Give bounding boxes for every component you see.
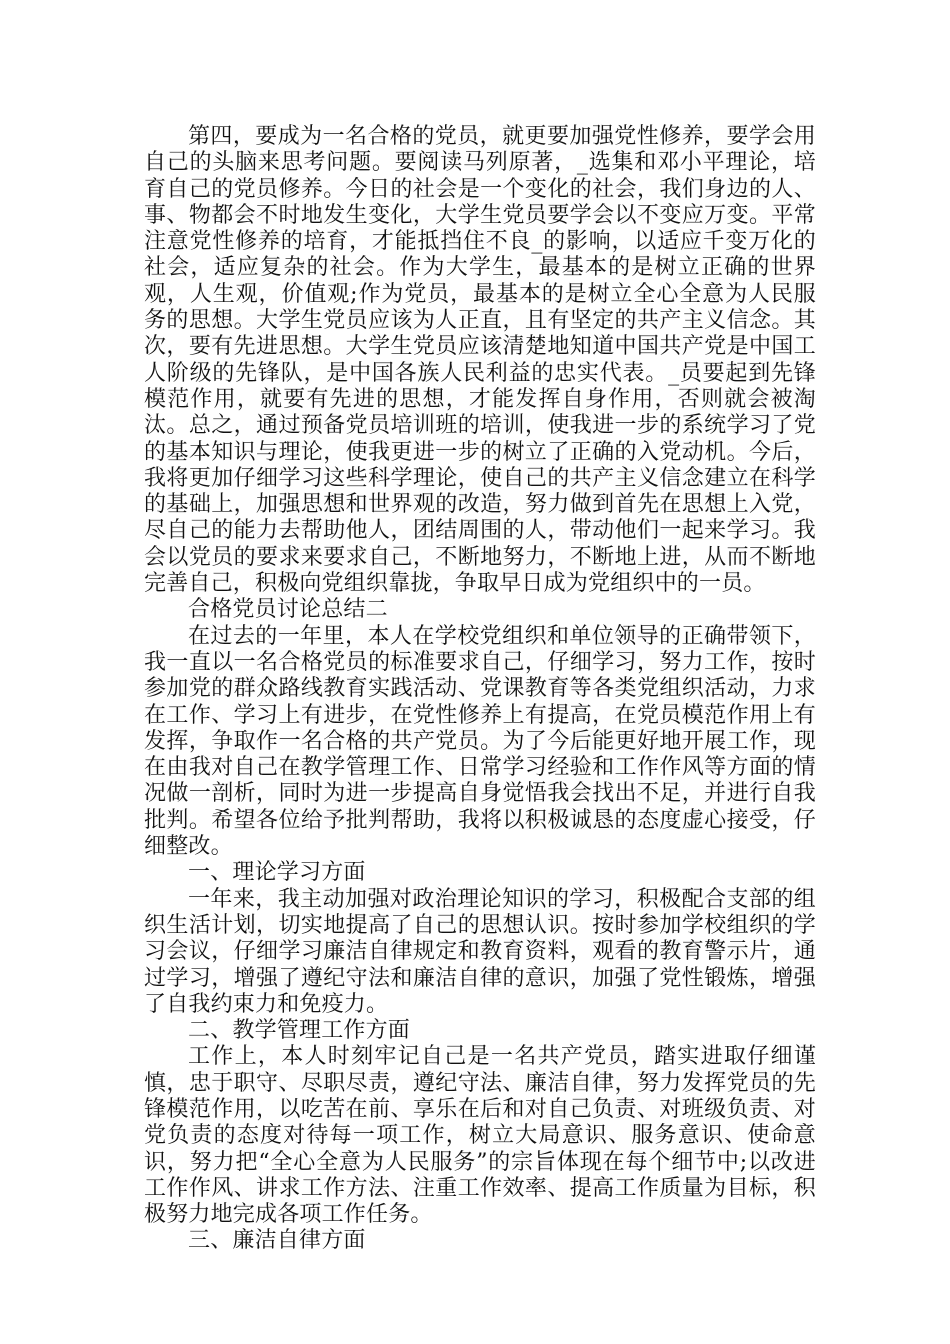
paragraph-theory-study: 一年来，我主动加强对政治理论知识的学习，积极配合支部的组织生活计划，切实地提高了自己的思想认识。按时参加学校组织的学习会议，仔细学习廉洁自律规定和教育资料，观看的教育警示片，通过学习，增强了遵纪守法和廉洁自律的意识，加强了党性锻炼，增强了自我约束力和免疫力。 xyxy=(144,886,816,1017)
heading-theory-study: 一、理论学习方面 xyxy=(188,860,366,886)
heading-teaching-management: 二、教学管理工作方面 xyxy=(188,1018,411,1044)
paragraph-past-year: 在过去的一年里，本人在学校党组织和单位领导的正确带领下，我一直以一名合格党员的标准要求自己，仔细学习，努力工作，按时参加党的群众路线教育实践活动、党课教育等各类党组织活动，力求在工作、学习上有进步，在党性修养上有提高，在党员模范作用上有发挥，争取作一名合格的共产党员。为了今后能更好地开展工作，现在由我对自己在教学管理工作、日常学习经验和工作作风等方面的情况做一剖析，同时为进一步提高自身觉悟我会找出不足，并进行自我批判。希望各位给予批判帮助，我将以积极诚恳的态度虚心接受，仔细整改。 xyxy=(144,623,816,860)
paragraph-teaching-management: 工作上，本人时刻牢记自己是一名共产党员，踏实进取仔细谨慎，忠于职守、尽职尽责，遵纪守法、廉洁自律，努力发挥党员的先锋模范作用，以吃苦在前、享乐在后和对自己负责、对班级负责、对党负责的态度对待每一项工作，树立大局意识、服务意识、使命意识，努力把“全心全意为人民服务”的宗旨体现在每个细节中;以改进工作作风、讲求工作方法、注重工作效率、提高工作质量为目标，积极努力地完成各项工作任务。 xyxy=(144,1044,816,1228)
section-title-summary-two: 合格党员讨论总结二 xyxy=(188,597,388,623)
paragraph-party-cultivation: 第四，要成为一名合格的党员，就更要加强党性修养，要学会用自己的头脑来思考问题。要阅读马列原著，_选集和邓小平理论，培育自己的党员修养。今日的社会是一个变化的社会，我们身边的人、事、物都会不时地发生变化，大学生党员要学会以不变应万变。平常注意党性修养的培育，才能抵挡住不良_的影响，以适应千变万化的社会，适应复杂的社会。作为大学生，最基本的是树立正确的世界观，人生观，价值观;作为党员，最基本的是树立全心全意为人民服务的思想。大学生党员应该为人正直，且有坚定的共产主义信念。其次，要有先进思想。大学生党员应该清楚地知道中国共产党是中国工人阶级的先锋队，是中国各族人民利益的忠实代表。_员要起到先锋模范作用，就要有先进的思想，才能发挥自身作用，否则就会被淘汰。总之，通过预备党员培训班的培训，使我进一步的系统学习了党的基本知识与理论，使我更进一步的树立了正确的入党动机。今后，我将更加仔细学习这些科学理论，使自己的共产主义信念建立在科学的基础上，加强思想和世界观的改造，努力做到首先在思想上入党，尽自己的能力去帮助他人，团结周围的人，带动他们一起来学习。我会以党员的要求来要求自己，不断地努力，不断地上进，从而不断地完善自己，积极向党组织靠拢，争取早日成为党组织中的一员。 xyxy=(144,124,816,597)
heading-integrity: 三、廉洁自律方面 xyxy=(188,1228,366,1254)
document-body xyxy=(144,124,816,1255)
